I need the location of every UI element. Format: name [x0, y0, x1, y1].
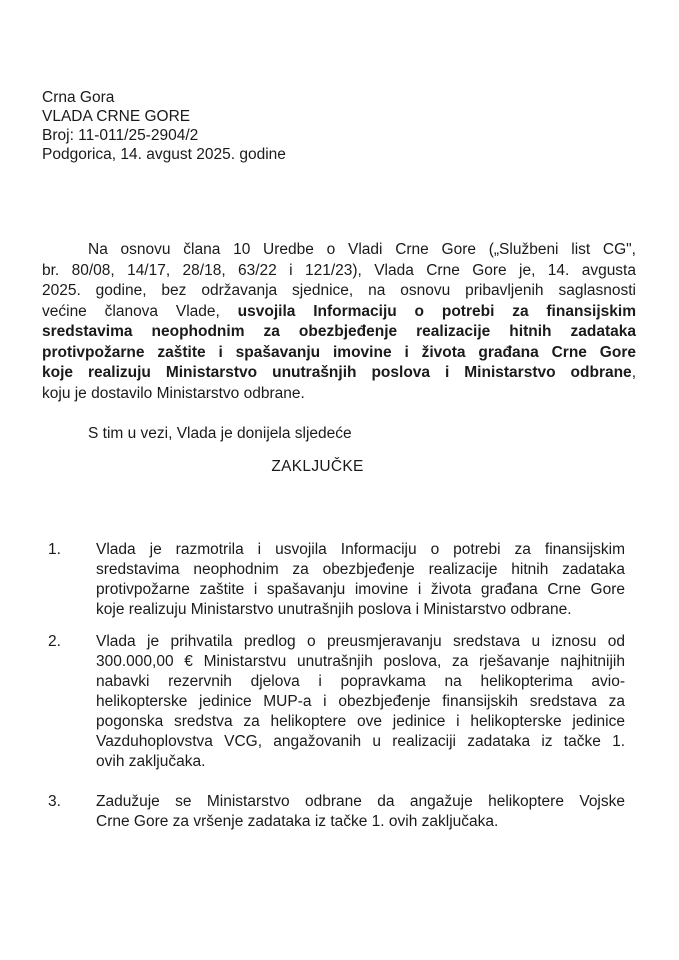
conclusions-heading-text: ZAKLJUČKE	[271, 458, 364, 475]
intro-bold-line: protivpožarne zaštite i spašavanju imovine i života građana Crne Gore	[42, 343, 636, 361]
intro-text: većine članova Vlade,	[42, 302, 238, 320]
conclusion-line: nabavki rezervnih djelova i popravkama na helikopterima avio-	[96, 673, 625, 690]
conclusion-line: Crne Gore za vršenje zadataka iz tačke 1. ovih zaključaka.	[96, 813, 499, 830]
decision-sentence: S tim u vezi, Vlada je donijela sljedeće	[88, 425, 352, 442]
conclusion-text	[96, 792, 625, 832]
country-name: Crna Gora	[42, 89, 115, 106]
intro-paragraph	[42, 240, 636, 404]
intro-line	[42, 302, 636, 323]
conclusion-text	[96, 632, 625, 772]
document-header	[42, 88, 286, 164]
conclusions-heading	[0, 458, 679, 476]
intro-bold-text: koje realizuju Ministarstvo unutrašnjih poslova i Ministarstvo odbrane	[42, 364, 632, 381]
conclusion-line: Vlada je razmotrila i usvojila Informaciju o potrebi za finansijskim	[96, 541, 625, 558]
intro-line: koju je dostavilo Ministarstvo odbrane.	[42, 384, 305, 402]
conclusion-number: 2.	[48, 633, 61, 650]
conclusion-line: koje realizuju Ministarstvo unutrašnjih poslova i Ministarstvo odbrane.	[96, 601, 572, 618]
intro-line	[42, 363, 636, 384]
document-number: Broj: 11-011/25-2904/2	[42, 127, 199, 144]
conclusion-line: Vlada je prihvatila predlog o preusmjeravanju sredstava u iznosu od	[96, 633, 625, 650]
intro-bold-text: usvojila Informaciju o potrebi za finansijskim	[237, 302, 636, 320]
government-name: VLADA CRNE GORE	[42, 108, 191, 125]
conclusion-line: ovih zaključaka.	[96, 753, 206, 770]
conclusion-line: 300.000,00 € Ministarstvu unutrašnjih poslova, za rješavanje najhitnijih	[96, 653, 625, 670]
conclusion-line: sredstavima neophodnim za obezbjeđenje realizacije hitnih zadataka	[96, 561, 625, 578]
conclusion-line: helikopterske jedinice MUP-a i obezbjeđenje finansijskih sredstava za	[96, 693, 625, 710]
intro-bold-line: sredstavima neophodnim za obezbjeđenje realizacije hitnih zadataka	[42, 323, 636, 340]
place-and-date: Podgorica, 14. avgust 2025. godine	[42, 146, 286, 163]
intro-line: Na osnovu člana 10 Uredbe o Vladi Crne Gore („Službeni list CG",	[88, 241, 636, 258]
intro-line: 2025. godine, bez održavanja sjednice, na osnovu pribavljenih saglasnosti	[42, 282, 636, 299]
conclusion-line: protivpožarne zaštite i spašavanju imovine i života građana Crne Gore	[96, 581, 625, 598]
conclusion-line: Zadužuje se Ministarstvo odbrane da angažuje helikoptere Vojske	[96, 793, 625, 810]
conclusion-number: 3.	[48, 793, 61, 810]
conclusion-line: Vazduhoplovstva VCG, angažovanih u realizaciji zadataka iz tačke 1.	[96, 733, 625, 750]
intro-line: br. 80/08, 14/17, 28/18, 63/22 i 121/23), Vlada Crne Gore je, 14. avgusta	[42, 261, 636, 279]
conclusion-text	[96, 540, 625, 620]
conclusion-number: 1.	[48, 541, 61, 558]
conclusion-line: pogonska sredstva za helikoptere ove jedinice i helikopterske jedinice	[96, 713, 625, 730]
intro-text: ,	[631, 364, 636, 381]
